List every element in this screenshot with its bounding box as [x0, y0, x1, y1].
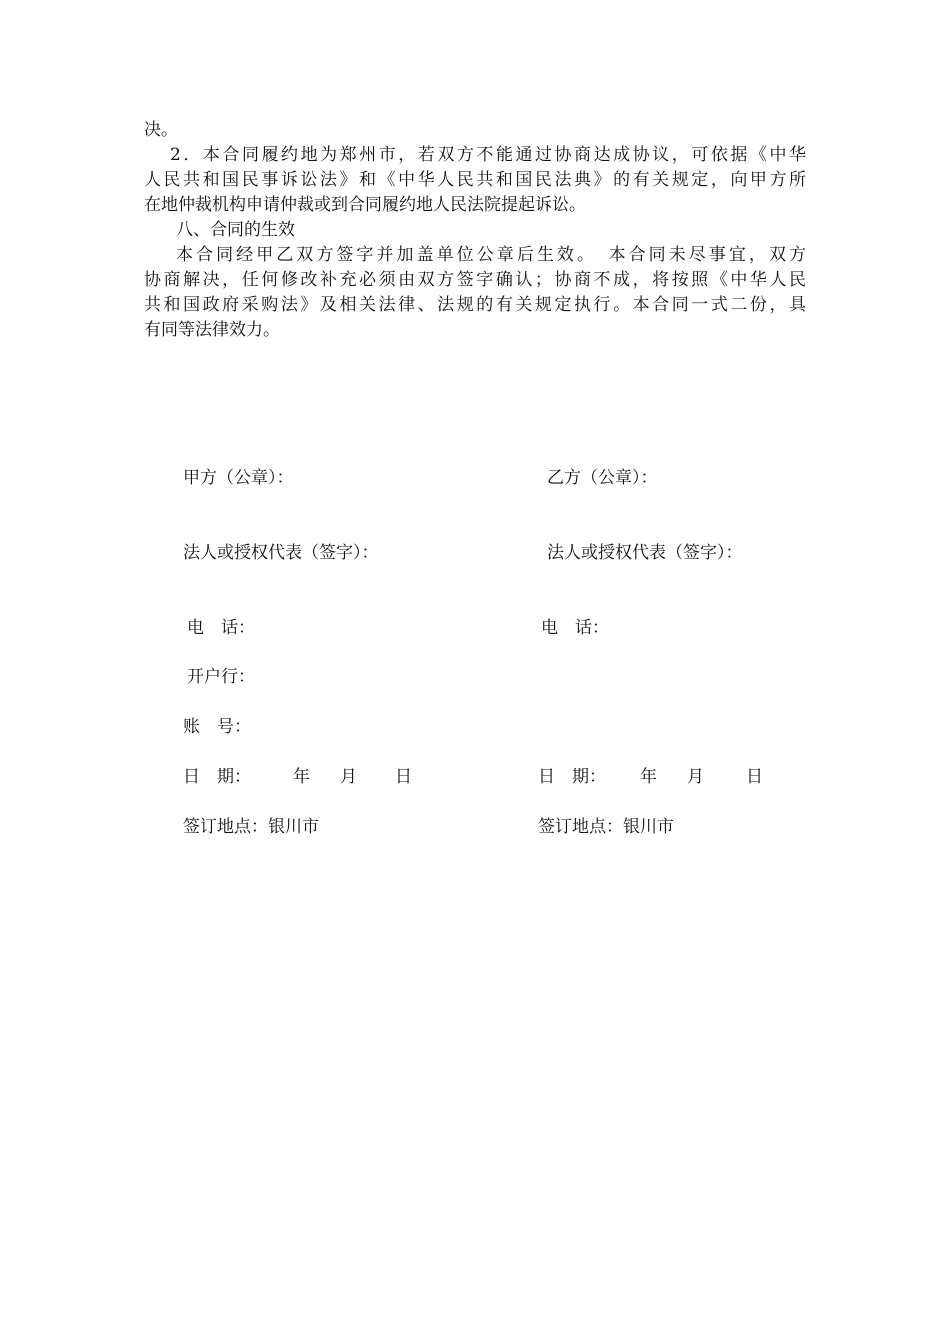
party-a-bank-label: 开户行：: [187, 667, 255, 687]
party-a-phone-label: 电 话：: [187, 618, 255, 638]
party-b-date-label: 日 期：: [538, 767, 606, 787]
party-a-day-label: 日: [395, 767, 412, 787]
party-b-year-label: 年: [640, 767, 657, 787]
paragraph-line: 共和国政府采购法》及相关法律、法规的有关规定执行。本合同一式二份，具: [144, 295, 806, 315]
paragraph-continuation: 决。: [144, 120, 178, 140]
party-b-phone-label: 电 话：: [541, 618, 609, 638]
party-b-place-label: 签订地点：银川市: [538, 817, 674, 837]
party-b-representative-label: 法人或授权代表（签字）：: [547, 543, 743, 563]
party-b-month-label: 月: [687, 767, 704, 787]
party-a-account-label: 账 号：: [183, 717, 251, 737]
paragraph-line: 有同等法律效力。: [144, 320, 280, 340]
paragraph-line: 在地仲裁机构申请仲裁或到合同履约地人民法院提起诉讼。: [144, 195, 586, 215]
paragraph-line: 本合同经甲乙双方签字并加盖单位公章后生效。 本合同未尽事宜，双方: [176, 245, 806, 265]
paragraph-line: 人民共和国民事诉讼法》和《中华人民共和国民法典》的有关规定，向甲方所: [144, 170, 806, 190]
party-a-month-label: 月: [340, 767, 357, 787]
party-b-seal-label: 乙方（公章）：: [547, 468, 658, 488]
party-a-year-label: 年: [293, 767, 310, 787]
paragraph-line: 协商解决，任何修改补充必须由双方签字确认；协商不成，将按照《中华人民: [144, 270, 806, 290]
party-b-day-label: 日: [746, 767, 763, 787]
party-a-date-row: [183, 765, 412, 789]
section-heading: 八、合同的生效: [176, 220, 295, 240]
paragraph-line: 2．本合同履约地为郑州市，若双方不能通过协商达成协议，可依据《中华: [170, 145, 806, 165]
party-a-date-label: 日 期：: [183, 767, 251, 787]
party-a-seal-label: 甲方（公章）：: [183, 468, 294, 488]
party-a-representative-label: 法人或授权代表（签字）：: [183, 543, 379, 563]
contract-body-text: [144, 118, 806, 343]
party-b-date-row: [538, 765, 763, 789]
party-a-place-label: 签订地点：银川市: [183, 817, 319, 837]
